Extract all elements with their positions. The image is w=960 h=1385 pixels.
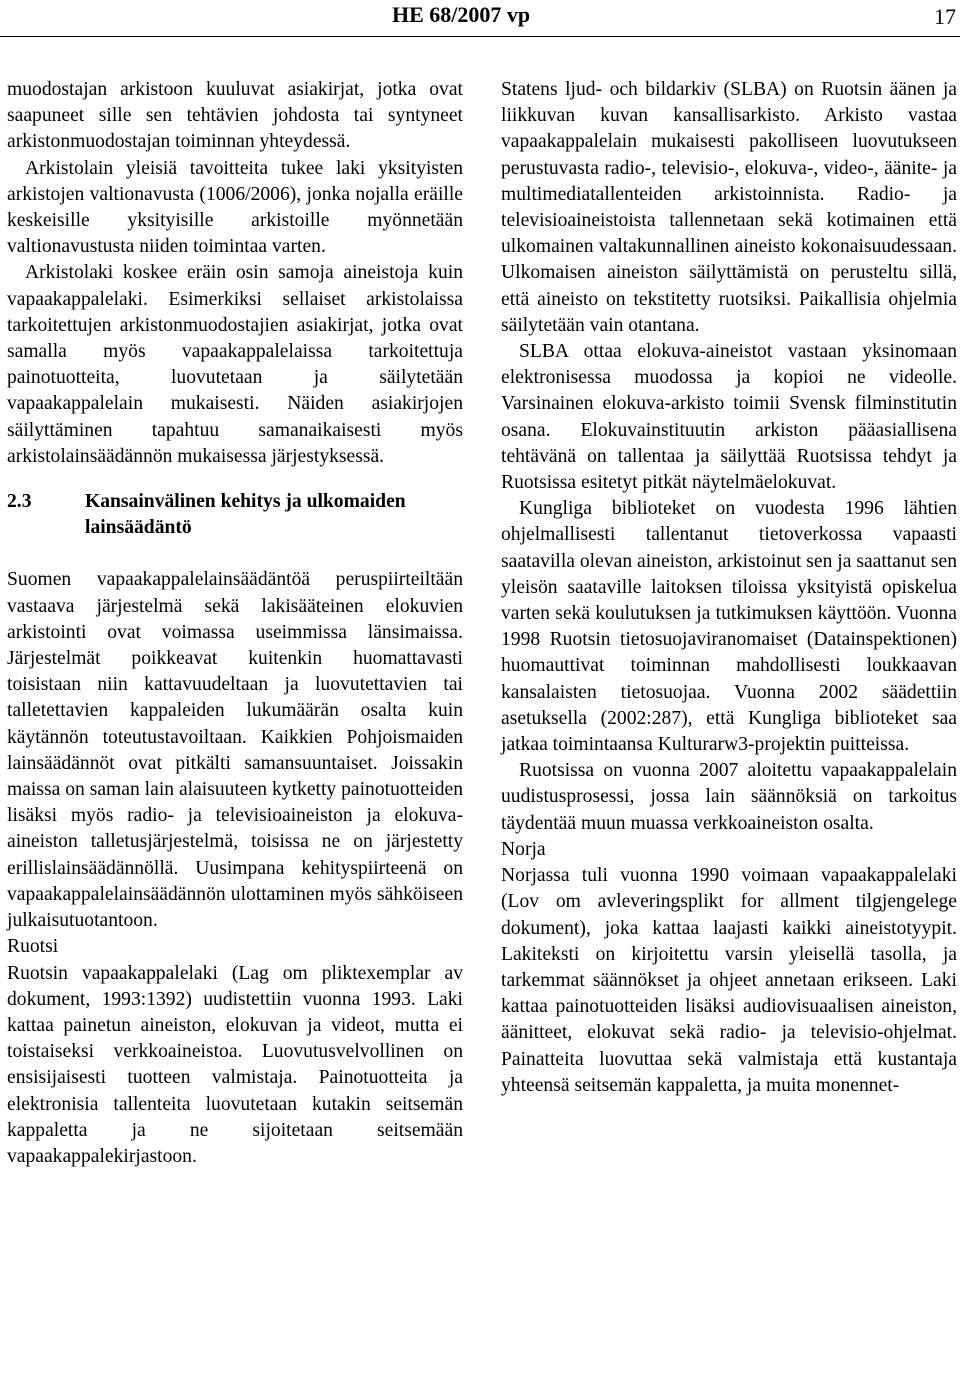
section-number: 2.3 [7, 491, 32, 513]
subheading-norway: Norja [501, 838, 546, 860]
paragraph: SLBA ottaa elokuva-aineistot vastaan yksinomaan elektronisessa muodossa ja kopioi ne videolle. Varsinainen elokuva-arkisto toimii Svensk filminstitutin osana. Elokuvainstituutin arkiston pääasiallisena tehtävänä on tallentaa ja säilyttää Ruotsissa tehdyt ja Ruotsissa esitetyt pitkät näytelmäelokuvat. [501, 341, 957, 494]
left-column [7, 77, 463, 1170]
paragraph: Arkistolaki koskee eräin osin samoja aineistoja kuin vapaakappalelaki. Esimerkiksi sellaiset arkistolaissa tarkoitettujen arkistonmuodostajien asiakirjat, jotka ovat samalla myös vapaakappalelaissa tarkoitettuja painotuotteita, luovutetaan ja säilytetään vapaakappalelain mukaisesti. Näiden asiakirjojen säilyttäminen tapahtuu samanaikaisesti myös arkistolainsäädännön mukaisessa järjestyksessä. [7, 262, 463, 467]
document-id: HE 68/2007 vp [392, 2, 531, 27]
paragraph: Statens ljud- och bildarkiv (SLBA) on Ruotsin äänen ja liikkuvan kuvan kansallisarkisto. Arkisto vastaa vapaakappalelain mukaisesti pakolliseen luovutukseen perustuvasta radio-, televisio-, elokuva-, video-, äänite- ja multimediatallenteiden arkistoinnista. Radio- ja televisioaineistoista tallennetaan sekä kotimainen että ulkomainen valtakunnallinen aineisto kokonaisuudessaan. Ulkomaisen aineiston säilyttämistä on perusteltu sillä, että aineisto on tekstitetty ruotsiksi. Paikallisia ohjelmia säilytetään vain otantana. [501, 79, 957, 336]
paragraph: Kungliga biblioteket on vuodesta 1996 lähtien ohjelmallisesti tallentanut tietoverkossa vapaasti saatavilla olevan aineiston, arkistoinut sen ja saattanut sen yleisön saataville laitoksen tiloissa yksityistä opiskelua varten sekä koulutuksen ja tutkimuksen käyttöön. Vuonna 1998 Ruotsin tietosuojaviranomaiset (Datainspektionen) huomauttivat toiminnan mahdollisesti loukkaavan kansalaisten tietosuojaa. Vuonna 2002 säädettiin asetuksella (2002:287), että Kungliga biblioteket saa jatkaa toimintaansa Kulturarw3-projektin puitteissa. [501, 498, 957, 756]
paragraph: Suomen vapaakappalelainsäädäntöä peruspiirteiltään vastaava järjestelmä sekä lakisääteinen elokuvien arkistointi ovat voimassa useimmissa länsimaissa. Järjestelmät poikkeavat kuitenkin huomattavasti toisistaan niin kattavuudeltaan ja luovutettavien tai talletettavien kappaleiden lukumäärän osalta kuin käytännön toteutustavoiltaan. Kaikkien Pohjoismaiden lainsäädännöt ovat pitkälti samansuuntaiset. Joissakin maissa on saman lain alaisuuteen kytketty painotuotteiden lisäksi myös radio- ja televisioaineiston ja elokuva-aineiston talletusjärjestelmä, toisissa ne on järjestetty erillislainsäädännöllä. Uusimpana kehityspiirteenä on vapaakappalelainsäädännön ulottaminen myös sähköiseen julkaisutuotantoon. [7, 569, 463, 932]
header-divider [0, 36, 960, 37]
right-column [501, 77, 957, 1099]
page-header [0, 0, 960, 36]
paragraph: Ruotsin vapaakappalelaki (Lag om pliktexemplar av dokument, 1993:1392) uudistettiin vuonna 1993. Laki kattaa painetun aineiston, elokuvan ja videot, mutta ei toistaiseksi verkkoaineistoa. Luovutusvelvollinen on ensisijaisesti tuotteen valmistaja. Painotuotteita ja elektronisia tallenteita luovutetaan kutakin seitsemän kappaletta ja ne sijoitetaan seitsemään vapaakappalekirjastoon. [7, 962, 463, 1167]
paragraph: Norjassa tuli vuonna 1990 voimaan vapaakappalelaki (Lov om avleveringsplikt for allment tilgjengelege dokument), joka kattaa laajasti kaikki aineistotyypit. Lakiteksti on kirjoitettu varsin yleisellä tasolla, ja tarkemmat säännökset ja ohjeet annetaan erikseen. Laki kattaa painotuotteiden lisäksi audiovisuaalisen aineiston, äänitteet, elokuvat sekä radio- ja televisio-ohjelmat. Painatteita luovuttaa sekä valmistaja että kustantaja yhteensä seitsemän kappaletta, ja muita monennet- [501, 865, 957, 1096]
subheading-sweden: Ruotsi [7, 936, 59, 958]
paragraph: muodostajan arkistoon kuuluvat asiakirjat, jotka ovat saapuneet sille sen tehtävien johdosta tai syntyneet arkistonmuodostajan toiminnan yhteydessä. [7, 79, 463, 153]
paragraph: Ruotsissa on vuonna 2007 aloitettu vapaakappalelain uudistusprosessi, jossa lain säännöksiä on tarkoitus täydentää muun muassa verkkoaineiston osalta. [501, 760, 957, 834]
page-number: 17 [934, 4, 956, 29]
section-title: Kansainvälinen kehitys ja ulkomaiden lainsäädäntö [85, 491, 406, 539]
paragraph: Arkistolain yleisiä tavoitteita tukee laki yksityisten arkistojen valtionavusta (1006/2006), jonka nojalla eräille keskeisille yksityisille arkistoille myönnetään valtionavustusta niiden toimintaa varten. [7, 157, 463, 258]
section-heading [7, 489, 463, 541]
